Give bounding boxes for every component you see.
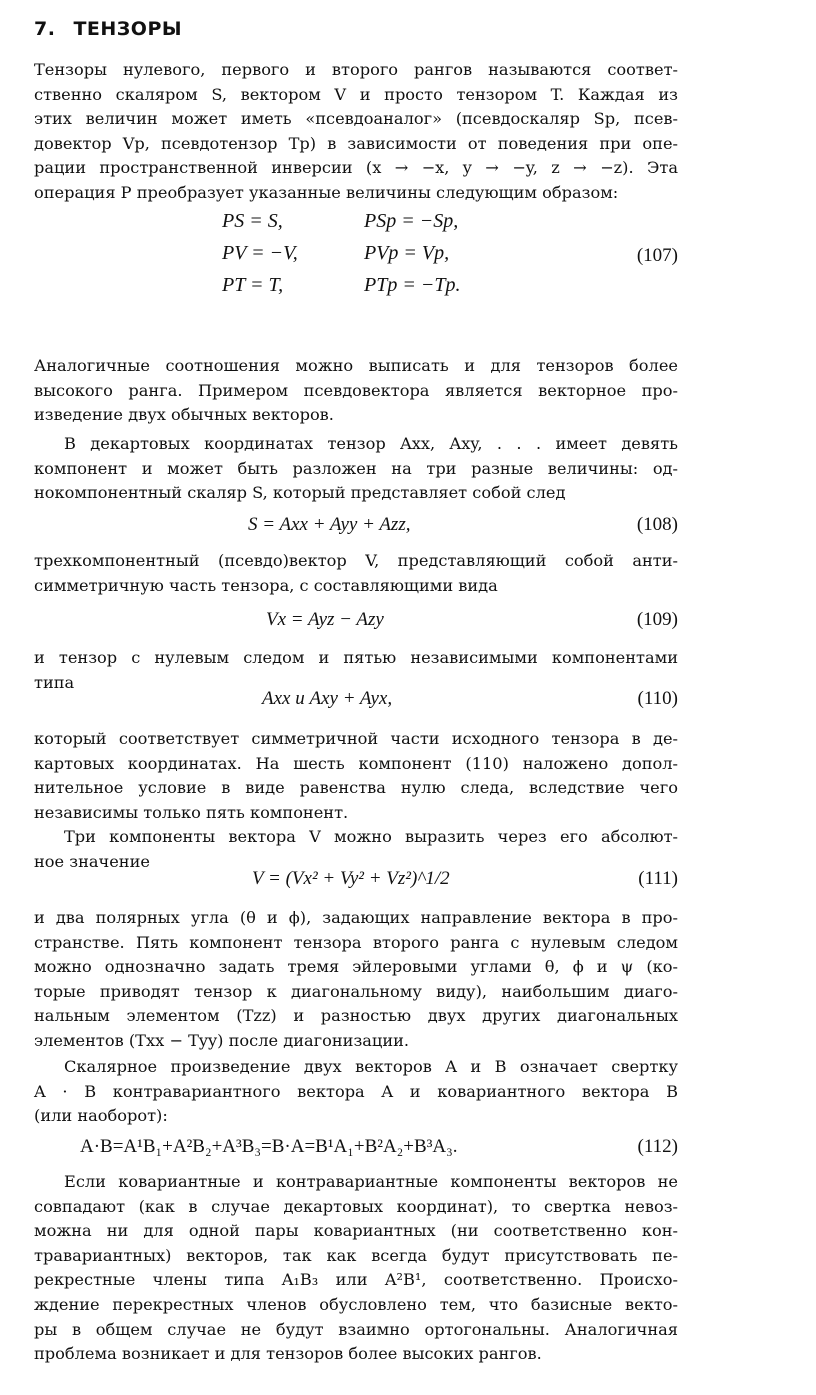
- text-line: и тензор с нулевым следом и пятью независимыми компонентами: [34, 648, 678, 667]
- equation-number: (107): [636, 245, 678, 266]
- paragraph-8: [34, 906, 678, 1054]
- text-line: Тензоры нулевого, первого и второго рангов называются соответ-: [34, 60, 678, 79]
- section-heading: [34, 18, 182, 40]
- equation-111: V = (Vx² + Vy² + Vz²)^1/2: [252, 868, 450, 889]
- text-line: элементов (Txx − Tyy) после диагонизации.: [34, 1030, 410, 1050]
- text-line: типа: [34, 672, 75, 692]
- paragraph-7: [34, 825, 678, 874]
- text-line: и два полярных угла (θ и ϕ), задающих направление вектора в про-: [34, 908, 678, 927]
- text-line: странстве. Пять компонент тензора второго ранга с нулевым следом: [34, 932, 678, 952]
- equation-number: (109): [636, 609, 678, 630]
- equation-number: (112): [637, 1136, 678, 1157]
- text-line: (или наоборот):: [34, 1106, 168, 1126]
- equation-cell: PSp = −Sp,: [364, 210, 459, 232]
- text-line: трехкомпонентный (псевдо)вектор V, представляющий собой анти-: [34, 551, 678, 570]
- text-line: независимы только пять компонент.: [34, 802, 349, 822]
- text-line: высокого ранга. Примером псевдовектора является векторное про-: [34, 380, 678, 400]
- text-line: рации пространственной инверсии (x → −x, y → −y, z → −z). Эта: [34, 158, 678, 178]
- equation-110: Axx и Axy + Ayx,: [262, 688, 393, 709]
- section-title: ТЕНЗОРЫ: [73, 18, 183, 40]
- text-line: рекрестные члены типа A₁B₃ или A²B¹, соответственно. Происхо-: [34, 1270, 678, 1290]
- text-line: который соответствует симметричной части исходного тензора в де-: [34, 729, 678, 748]
- paragraph-9: [34, 1055, 678, 1129]
- text-line: этих величин может иметь «псевдоаналог» (псевдоскаляр Sp, псев-: [34, 109, 678, 129]
- text-line: компонент и может быть разложен на три разные величины: од-: [34, 458, 678, 478]
- text-line: ственно скаляром S, вектором V и просто тензором T. Каждая из: [34, 84, 678, 104]
- text-line: ное значение: [34, 851, 150, 871]
- equation-cell: PVp = Vp,: [364, 242, 450, 264]
- text-line: нальным элементом (Tzz) и разностью двух других диагональных: [34, 1006, 678, 1026]
- text-line: Три компоненты вектора V можно выразить через его абсолют-: [64, 827, 678, 846]
- text-line: Если ковариантные и контравариантные компоненты векторов не: [64, 1172, 678, 1191]
- equation-107: [222, 210, 460, 306]
- paragraph-2: [34, 354, 678, 428]
- equation-108: S = Axx + Ayy + Azz,: [248, 514, 411, 535]
- text-line: можна ни для одной пары ковариантных (ни соответственно кон-: [34, 1221, 678, 1241]
- equation-number: (110): [637, 688, 678, 709]
- paragraph-6: [34, 727, 678, 825]
- paragraph-1: [34, 58, 678, 206]
- text-line: довектор Vp, псевдотензор Tp) в зависимости от поведения при опе-: [34, 133, 678, 153]
- text-line: В декартовых координатах тензор Axx, Axy, . . . имеет девять: [64, 434, 678, 453]
- equation-number: (111): [638, 868, 678, 889]
- equation-cell: PTp = −Tp.: [364, 274, 461, 296]
- paragraph-3: [34, 432, 678, 506]
- text-line: торые приводят тензор к диагональному виду), наибольшим диаго-: [34, 981, 678, 1001]
- text-line: можно однозначно задать тремя эйлеровыми углами θ, ϕ и ψ (ко-: [34, 957, 678, 977]
- equation-cell: PS = S,: [222, 210, 283, 232]
- text-line: симметричную часть тензора, с составляющими вида: [34, 575, 498, 595]
- text-line: картовых координатах. На шесть компонент (110) наложено допол-: [34, 753, 678, 773]
- section-number: 7.: [34, 18, 56, 40]
- text-line: Скалярное произведение двух векторов A и B означает свертку: [64, 1057, 678, 1076]
- text-line: ждение перекрестных членов обусловлено тем, что базисные векто-: [34, 1294, 678, 1314]
- equation-112: A·B=A¹B₁+A²B₂+A³B₃=B·A=B¹A₁+B²A₂+B³A₃.: [80, 1136, 458, 1157]
- text-line: Аналогичные соотношения можно выписать и для тензоров более: [34, 356, 678, 375]
- equation-109: Vx = Ayz − Azy: [266, 609, 384, 630]
- paragraph-10: [34, 1170, 678, 1367]
- text-line: изведение двух обычных векторов.: [34, 405, 334, 425]
- equation-cell: PT = T,: [222, 274, 284, 296]
- equation-number: (108): [636, 514, 678, 535]
- text-line: совпадают (как в случае декартовых координат), то свертка невоз-: [34, 1196, 678, 1216]
- text-line: травариантных) векторов, так как всегда будут присутствовать пе-: [34, 1245, 678, 1265]
- text-line: операция P преобразует указанные величины следующим образом:: [34, 182, 619, 202]
- text-line: проблема возникает и для тензоров более высоких рангов.: [34, 1344, 542, 1364]
- text-line: ры в общем случае не будут взаимно ортогональны. Аналогичная: [34, 1319, 678, 1339]
- text-line: A · B контравариантного вектора A и ковариантного вектора B: [34, 1081, 678, 1101]
- equation-cell: PV = −V,: [222, 242, 298, 264]
- text-line: нительное условие в виде равенства нулю следа, вследствие чего: [34, 778, 678, 798]
- text-line: нокомпонентный скаляр S, который представляет собой след: [34, 483, 566, 503]
- paragraph-4: [34, 549, 678, 598]
